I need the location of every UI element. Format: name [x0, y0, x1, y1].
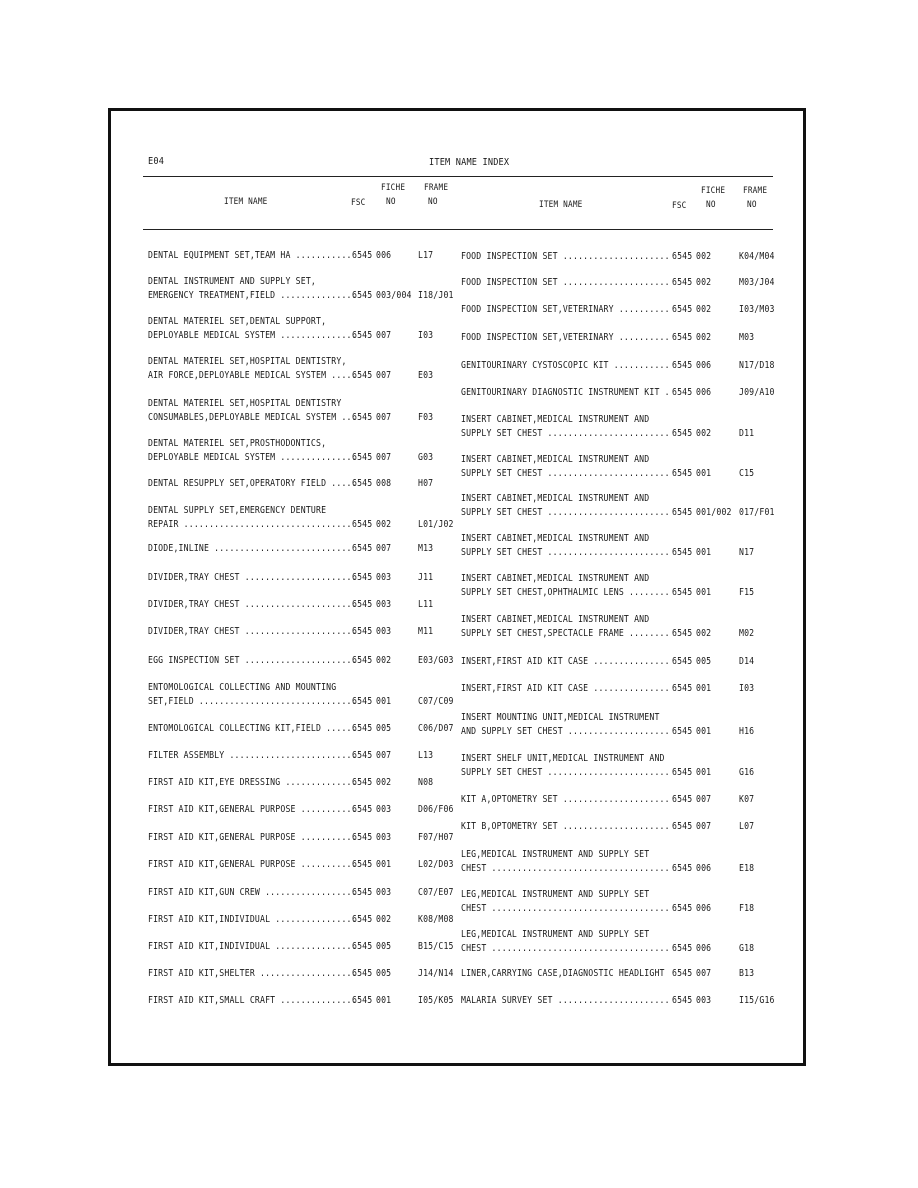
left-entry-fsc: 6545 — [352, 832, 373, 843]
left-entry-fsc: 6545 — [352, 452, 373, 463]
left-entry-frame-no: F03 — [418, 412, 434, 423]
left-entry-item-name: DENTAL MATERIEL SET,PROSTHODONTICS, — [148, 438, 327, 449]
right-entry-fsc: 6545 — [672, 507, 693, 518]
right-entry-frame-no: M03 — [739, 332, 755, 343]
right-entry-item-name: LEG,MEDICAL INSTRUMENT AND SUPPLY SET — [461, 849, 650, 860]
left-entry-frame-no: I18/J01 — [418, 290, 454, 301]
right-header-item-name: ITEM NAME — [539, 200, 583, 210]
left-entry-item-name: ENTOMOLOGICAL COLLECTING KIT,FIELD ...... — [148, 723, 357, 734]
right-header-fsc: FSC — [672, 201, 687, 211]
left-entry-fiche-no: 006 — [376, 250, 392, 261]
left-entry-frame-no: B15/C15 — [418, 941, 454, 952]
right-entry-fsc: 6545 — [672, 360, 693, 371]
right-entry-fsc: 6545 — [672, 943, 693, 954]
right-entry-item-name: CHEST ................................... — [461, 863, 670, 874]
left-entry-item-name: AIR FORCE,DEPLOYABLE MEDICAL SYSTEM ..... — [148, 370, 357, 381]
left-entry-fiche-no: 003/004 — [376, 290, 412, 301]
right-entry-fiche-no: 002 — [696, 304, 712, 315]
right-entry-item-name: LEG,MEDICAL INSTRUMENT AND SUPPLY SET — [461, 889, 650, 900]
right-entry-fiche-no: 007 — [696, 968, 712, 979]
right-entry-fiche-no: 006 — [696, 903, 712, 914]
right-entry-frame-no: E18 — [739, 863, 755, 874]
right-entry-frame-no: J09/A10 — [739, 387, 775, 398]
right-entry-fiche-no: 007 — [696, 821, 712, 832]
right-entry-fiche-no: 007 — [696, 794, 712, 805]
left-entry-item-name: DENTAL MATERIEL SET,HOSPITAL DENTISTRY — [148, 398, 342, 409]
left-entry-fiche-no: 007 — [376, 452, 392, 463]
right-entry-frame-no: I15/G16 — [739, 995, 775, 1006]
page-frame — [108, 108, 806, 1066]
right-entry-frame-no: F15 — [739, 587, 755, 598]
right-entry-frame-no: D11 — [739, 428, 755, 439]
right-header-fiche-bottom: NO — [706, 200, 716, 210]
left-entry-item-name: DENTAL SUPPLY SET,EMERGENCY DENTURE — [148, 505, 327, 516]
right-entry-frame-no: M02 — [739, 628, 755, 639]
right-entry-item-name: CHEST ................................... — [461, 943, 670, 954]
left-entry-fsc: 6545 — [352, 250, 373, 261]
right-entry-fsc: 6545 — [672, 995, 693, 1006]
right-entry-item-name: SUPPLY SET CHEST ........................ — [461, 468, 670, 479]
document-page — [111, 111, 803, 1063]
left-entry-frame-no: J14/N14 — [418, 968, 454, 979]
right-entry-item-name: INSERT CABINET,MEDICAL INSTRUMENT AND — [461, 573, 650, 584]
left-entry-fiche-no: 007 — [376, 750, 392, 761]
left-entry-item-name: FIRST AID KIT,SMALL CRAFT ............... — [148, 995, 357, 1006]
left-entry-frame-no: I03 — [418, 330, 434, 341]
left-entry-fiche-no: 002 — [376, 519, 392, 530]
right-entry-fsc: 6545 — [672, 277, 693, 288]
left-entry-item-name: FIRST AID KIT,GENERAL PURPOSE ........... — [148, 804, 357, 815]
header-bottom-rule — [143, 229, 773, 230]
right-entry-frame-no: G18 — [739, 943, 755, 954]
left-entry-fiche-no: 001 — [376, 696, 392, 707]
left-entry-item-name: ENTOMOLOGICAL COLLECTING AND MOUNTING — [148, 682, 337, 693]
left-entry-fiche-no: 003 — [376, 887, 392, 898]
right-entry-fsc: 6545 — [672, 903, 693, 914]
left-entry-frame-no: M11 — [418, 626, 434, 637]
right-entry-frame-no: L07 — [739, 821, 755, 832]
left-entry-fiche-no: 007 — [376, 543, 392, 554]
left-entry-frame-no: E03 — [418, 370, 434, 381]
left-entry-item-name: EMERGENCY TREATMENT,FIELD ............... — [148, 290, 357, 301]
right-entry-fsc: 6545 — [672, 468, 693, 479]
left-entry-fsc: 6545 — [352, 599, 373, 610]
left-entry-fiche-no: 003 — [376, 599, 392, 610]
right-entry-frame-no: D14 — [739, 656, 755, 667]
left-entry-fiche-no: 005 — [376, 941, 392, 952]
left-entry-item-name: REPAIR ................................. — [148, 519, 352, 530]
right-entry-fiche-no: 002 — [696, 428, 712, 439]
right-entry-fsc: 6545 — [672, 683, 693, 694]
left-entry-frame-no: M13 — [418, 543, 434, 554]
right-entry-item-name: SUPPLY SET CHEST,OPHTHALMIC LENS ........ — [461, 587, 670, 598]
right-entry-fiche-no: 001/002 — [696, 507, 732, 518]
right-entry-fiche-no: 002 — [696, 277, 712, 288]
right-entry-item-name: INSERT CABINET,MEDICAL INSTRUMENT AND — [461, 614, 650, 625]
right-entry-frame-no: I03 — [739, 683, 755, 694]
left-entry-item-name: DEPLOYABLE MEDICAL SYSTEM ............... — [148, 452, 357, 463]
left-entry-fiche-no: 003 — [376, 804, 392, 815]
left-header-fiche-top: FICHE — [381, 183, 406, 193]
right-entry-item-name: INSERT,FIRST AID KIT CASE ............... — [461, 656, 670, 667]
right-entry-fiche-no: 002 — [696, 332, 712, 343]
right-entry-item-name: CHEST ................................... — [461, 903, 670, 914]
right-entry-item-name: INSERT CABINET,MEDICAL INSTRUMENT AND — [461, 533, 650, 544]
left-entry-fiche-no: 003 — [376, 832, 392, 843]
right-entry-item-name: INSERT CABINET,MEDICAL INSTRUMENT AND — [461, 493, 650, 504]
left-entry-fsc: 6545 — [352, 655, 373, 666]
left-entry-fsc: 6545 — [352, 914, 373, 925]
right-entry-fiche-no: 006 — [696, 943, 712, 954]
left-header-fsc: FSC — [351, 198, 366, 208]
right-entry-frame-no: N17 — [739, 547, 755, 558]
left-entry-fsc: 6545 — [352, 750, 373, 761]
left-entry-fsc: 6545 — [352, 370, 373, 381]
left-entry-item-name: SET,FIELD ............................... — [148, 696, 357, 707]
left-entry-item-name: FIRST AID KIT,INDIVIDUAL ................ — [148, 914, 357, 925]
left-entry-frame-no: E03/G03 — [418, 655, 454, 666]
right-entry-frame-no: G16 — [739, 767, 755, 778]
left-entry-item-name: DENTAL RESUPPLY SET,OPERATORY FIELD ..... — [148, 478, 357, 489]
left-entry-frame-no: L17 — [418, 250, 434, 261]
page-id: E04 — [148, 156, 165, 167]
right-entry-item-name: FOOD INSPECTION SET,VETERINARY .......... — [461, 332, 670, 343]
right-entry-frame-no: 017/F01 — [739, 507, 775, 518]
left-entry-fiche-no: 007 — [376, 412, 392, 423]
right-entry-fsc: 6545 — [672, 547, 693, 558]
left-entry-frame-no: K08/M08 — [418, 914, 454, 925]
left-entry-fiche-no: 005 — [376, 968, 392, 979]
right-entry-item-name: SUPPLY SET CHEST ........................ — [461, 428, 670, 439]
left-entry-frame-no: L11 — [418, 599, 434, 610]
right-entry-item-name: MALARIA SURVEY SET ...................... — [461, 995, 670, 1006]
left-entry-frame-no: C06/D07 — [418, 723, 454, 734]
left-entry-fiche-no: 007 — [376, 330, 392, 341]
left-entry-fiche-no: 002 — [376, 777, 392, 788]
right-entry-item-name: INSERT MOUNTING UNIT,MEDICAL INSTRUMENT — [461, 712, 660, 723]
left-entry-frame-no: I05/K05 — [418, 995, 454, 1006]
right-entry-item-name: GENITOURINARY DIAGNOSTIC INSTRUMENT KIT . — [461, 387, 670, 398]
right-entry-item-name: INSERT SHELF UNIT,MEDICAL INSTRUMENT AND — [461, 753, 665, 764]
right-entry-frame-no: C15 — [739, 468, 755, 479]
right-entry-fsc: 6545 — [672, 628, 693, 639]
right-entry-fsc: 6545 — [672, 726, 693, 737]
right-entry-frame-no: H16 — [739, 726, 755, 737]
right-entry-item-name: KIT B,OPTOMETRY SET ..................... — [461, 821, 670, 832]
left-entry-fsc: 6545 — [352, 887, 373, 898]
page-title: ITEM NAME INDEX — [429, 157, 510, 168]
right-entry-fsc: 6545 — [672, 587, 693, 598]
left-entry-frame-no: J11 — [418, 572, 434, 583]
right-header-frame-top: FRAME — [743, 186, 768, 196]
right-entry-fiche-no: 005 — [696, 656, 712, 667]
header-top-rule — [143, 176, 773, 177]
right-entry-item-name: INSERT,FIRST AID KIT CASE ............... — [461, 683, 670, 694]
left-entry-fsc: 6545 — [352, 777, 373, 788]
right-entry-fiche-no: 001 — [696, 726, 712, 737]
left-header-item-name: ITEM NAME — [224, 197, 268, 207]
left-entry-item-name: CONSUMABLES,DEPLOYABLE MEDICAL SYSTEM ... — [148, 412, 357, 423]
right-entry-item-name: INSERT CABINET,MEDICAL INSTRUMENT AND — [461, 414, 650, 425]
right-entry-fsc: 6545 — [672, 304, 693, 315]
left-entry-item-name: DIVIDER,TRAY CHEST ...................... — [148, 572, 357, 583]
right-entry-fsc: 6545 — [672, 656, 693, 667]
left-entry-item-name: DIVIDER,TRAY CHEST ...................... — [148, 599, 357, 610]
left-entry-fsc: 6545 — [352, 804, 373, 815]
right-entry-frame-no: F18 — [739, 903, 755, 914]
left-entry-fsc: 6545 — [352, 543, 373, 554]
left-entry-fiche-no: 003 — [376, 572, 392, 583]
right-entry-fsc: 6545 — [672, 767, 693, 778]
left-entry-fiche-no: 002 — [376, 655, 392, 666]
left-entry-frame-no: H07 — [418, 478, 434, 489]
right-entry-item-name: FOOD INSPECTION SET,VETERINARY .......... — [461, 304, 670, 315]
left-entry-fsc: 6545 — [352, 968, 373, 979]
left-entry-item-name: EGG INSPECTION SET ...................... — [148, 655, 357, 666]
left-entry-fsc: 6545 — [352, 859, 373, 870]
left-entry-frame-no: C07/C09 — [418, 696, 454, 707]
right-entry-item-name: FOOD INSPECTION SET ..................... — [461, 277, 670, 288]
left-entry-fsc: 6545 — [352, 941, 373, 952]
right-entry-fiche-no: 002 — [696, 251, 712, 262]
left-entry-item-name: FIRST AID KIT,EYE DRESSING .............. — [148, 777, 357, 788]
left-entry-item-name: DENTAL MATERIEL SET,DENTAL SUPPORT, — [148, 316, 327, 327]
right-header-frame-bottom: NO — [747, 200, 757, 210]
left-entry-fiche-no: 002 — [376, 914, 392, 925]
left-entry-fsc: 6545 — [352, 995, 373, 1006]
right-entry-item-name: LINER,CARRYING CASE,DIAGNOSTIC HEADLIGHT — [461, 968, 665, 979]
right-entry-item-name: GENITOURINARY CYSTOSCOPIC KIT ........... — [461, 360, 670, 371]
left-entry-frame-no: L13 — [418, 750, 434, 761]
left-entry-item-name: DIVIDER,TRAY CHEST ...................... — [148, 626, 357, 637]
right-entry-fiche-no: 006 — [696, 863, 712, 874]
left-entry-frame-no: L01/J02 — [418, 519, 454, 530]
left-entry-frame-no: N08 — [418, 777, 434, 788]
right-entry-fiche-no: 001 — [696, 587, 712, 598]
right-entry-frame-no: B13 — [739, 968, 755, 979]
left-entry-fsc: 6545 — [352, 723, 373, 734]
right-entry-fiche-no: 002 — [696, 628, 712, 639]
right-entry-fsc: 6545 — [672, 968, 693, 979]
left-entry-fiche-no: 001 — [376, 995, 392, 1006]
left-entry-fsc: 6545 — [352, 519, 373, 530]
left-entry-item-name: FIRST AID KIT,INDIVIDUAL ................ — [148, 941, 357, 952]
left-header-frame-bottom: NO — [428, 197, 438, 207]
right-entry-frame-no: K04/M04 — [739, 251, 775, 262]
left-entry-item-name: FIRST AID KIT,GENERAL PURPOSE ........... — [148, 859, 357, 870]
right-entry-fsc: 6545 — [672, 863, 693, 874]
right-entry-frame-no: I03/M03 — [739, 304, 775, 315]
left-entry-fiche-no: 005 — [376, 723, 392, 734]
left-entry-frame-no: C07/E07 — [418, 887, 454, 898]
left-entry-item-name: FIRST AID KIT,GUN CREW .................. — [148, 887, 357, 898]
right-entry-fiche-no: 001 — [696, 683, 712, 694]
left-entry-frame-no: L02/D03 — [418, 859, 454, 870]
left-entry-item-name: DIODE,INLINE ........................... — [148, 543, 352, 554]
left-entry-fiche-no: 007 — [376, 370, 392, 381]
left-entry-fsc: 6545 — [352, 626, 373, 637]
left-entry-item-name: DEPLOYABLE MEDICAL SYSTEM ............... — [148, 330, 357, 341]
left-entry-item-name: FIRST AID KIT,SHELTER ................... — [148, 968, 357, 979]
left-entry-item-name: DENTAL EQUIPMENT SET,TEAM HA ........... — [148, 250, 352, 261]
left-entry-frame-no: G03 — [418, 452, 434, 463]
right-entry-fiche-no: 001 — [696, 767, 712, 778]
right-entry-item-name: SUPPLY SET CHEST,SPECTACLE FRAME ........ — [461, 628, 670, 639]
right-entry-frame-no: K07 — [739, 794, 755, 805]
left-entry-fiche-no: 008 — [376, 478, 392, 489]
right-entry-fiche-no: 003 — [696, 995, 712, 1006]
left-entry-fsc: 6545 — [352, 696, 373, 707]
left-entry-fiche-no: 001 — [376, 859, 392, 870]
left-entry-item-name: DENTAL INSTRUMENT AND SUPPLY SET, — [148, 276, 316, 287]
right-entry-item-name: FOOD INSPECTION SET ..................... — [461, 251, 670, 262]
right-entry-fsc: 6545 — [672, 794, 693, 805]
left-entry-item-name: FILTER ASSEMBLY ......................... — [148, 750, 357, 761]
right-entry-item-name: AND SUPPLY SET CHEST .................... — [461, 726, 670, 737]
left-entry-frame-no: D06/F06 — [418, 804, 454, 815]
left-header-frame-top: FRAME — [424, 183, 449, 193]
left-entry-fsc: 6545 — [352, 572, 373, 583]
left-entry-fsc: 6545 — [352, 330, 373, 341]
right-entry-fsc: 6545 — [672, 332, 693, 343]
left-entry-item-name: DENTAL MATERIEL SET,HOSPITAL DENTISTRY, — [148, 356, 347, 367]
right-entry-frame-no: N17/D18 — [739, 360, 775, 371]
left-entry-fsc: 6545 — [352, 412, 373, 423]
right-entry-fsc: 6545 — [672, 428, 693, 439]
left-entry-item-name: FIRST AID KIT,GENERAL PURPOSE ........... — [148, 832, 357, 843]
right-header-fiche-top: FICHE — [701, 186, 726, 196]
right-entry-fiche-no: 001 — [696, 547, 712, 558]
right-entry-item-name: KIT A,OPTOMETRY SET ..................... — [461, 794, 670, 805]
right-entry-fsc: 6545 — [672, 251, 693, 262]
right-entry-item-name: SUPPLY SET CHEST ........................ — [461, 507, 670, 518]
right-entry-fsc: 6545 — [672, 387, 693, 398]
right-entry-fsc: 6545 — [672, 821, 693, 832]
right-entry-fiche-no: 006 — [696, 387, 712, 398]
left-entry-frame-no: F07/H07 — [418, 832, 454, 843]
right-entry-item-name: SUPPLY SET CHEST ........................ — [461, 547, 670, 558]
left-entry-fsc: 6545 — [352, 478, 373, 489]
right-entry-item-name: SUPPLY SET CHEST ........................ — [461, 767, 670, 778]
right-entry-item-name: LEG,MEDICAL INSTRUMENT AND SUPPLY SET — [461, 929, 650, 940]
right-entry-frame-no: M03/J04 — [739, 277, 775, 288]
right-entry-item-name: INSERT CABINET,MEDICAL INSTRUMENT AND — [461, 454, 650, 465]
left-entry-fiche-no: 003 — [376, 626, 392, 637]
left-entry-fsc: 6545 — [352, 290, 373, 301]
right-entry-fiche-no: 001 — [696, 468, 712, 479]
right-entry-fiche-no: 006 — [696, 360, 712, 371]
left-header-fiche-bottom: NO — [386, 197, 396, 207]
